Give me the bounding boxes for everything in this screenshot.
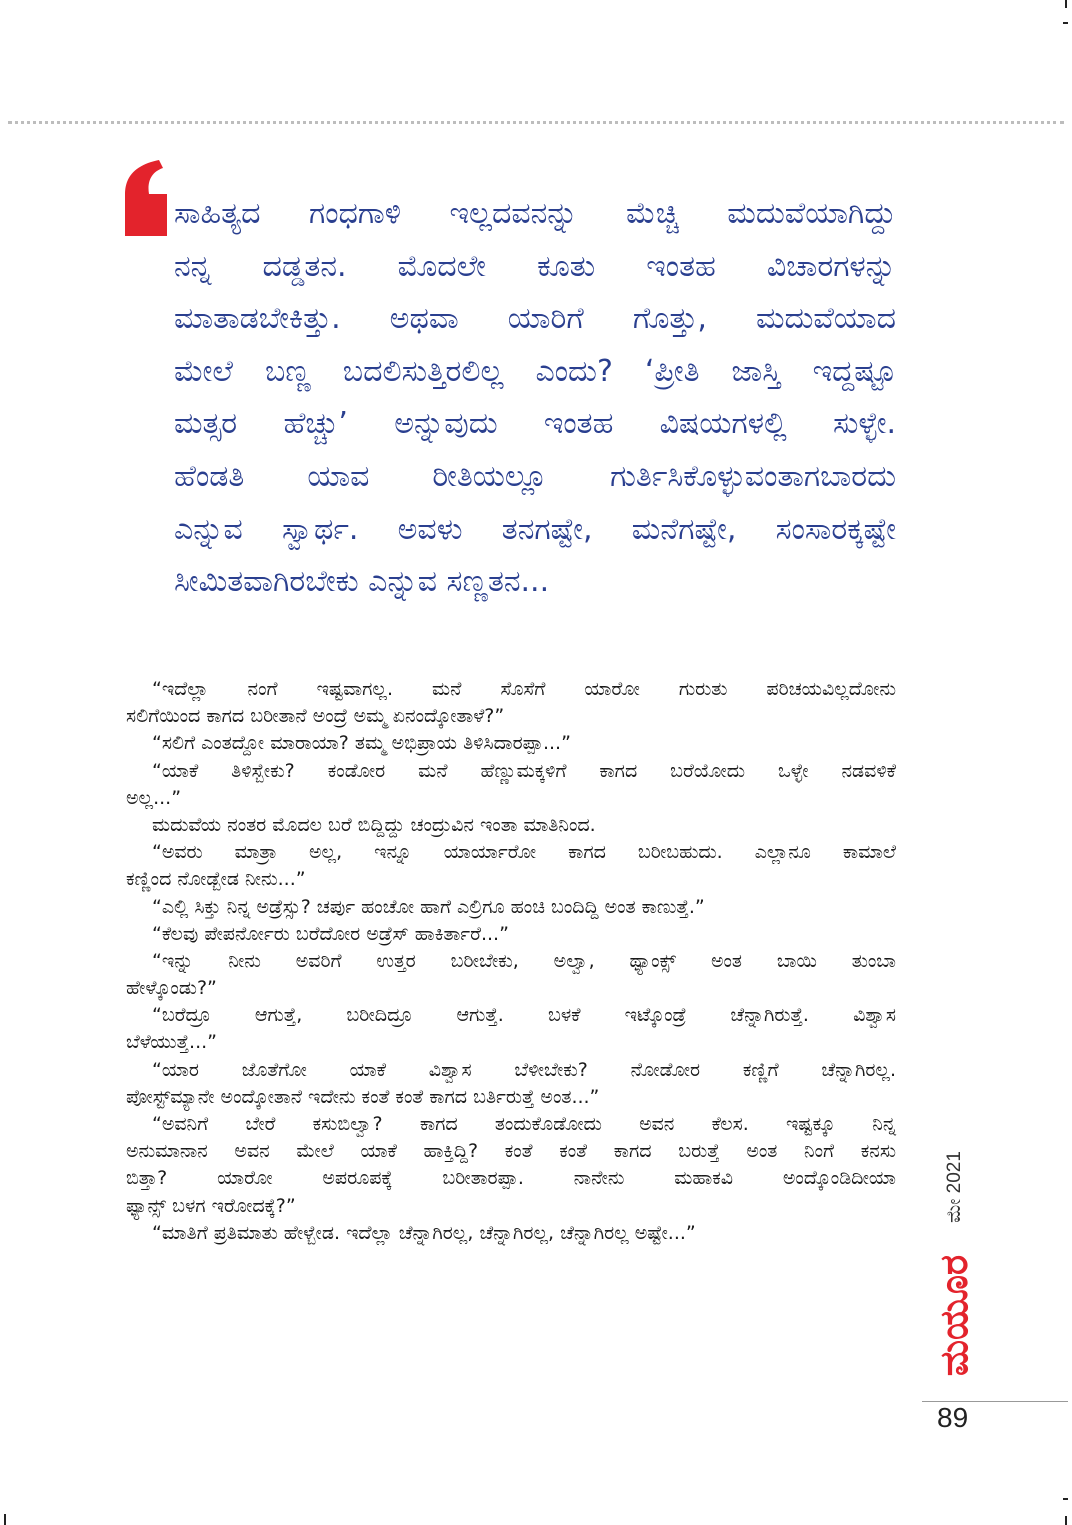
body-line: ಸಲಿಗೆಯಿಂದ ಕಾಗದ ಬರೀತಾನೆ ಅಂದ್ರೆ ಅಮ್ಮ ಏನಂದ್ಕೋತಾಳೆ?” — [126, 705, 505, 728]
body-line: ಬೆಳೆಯುತ್ತೆ...” — [126, 1031, 218, 1054]
pull-quote-line: ಮೇಲೆ ಬಣ್ಣ ಬದಲಿಸುತ್ತಿರಲಿಲ್ಲ ಎಂದು? ‘ಪ್ರೀತಿ ಜಾಸ್ತಿ ಇದ್ದಷ್ಟೂ — [174, 353, 896, 389]
body-line: ಫ್ಯಾನ್ಸ್ ಬಳಗ ಇರೋದಕ್ಕೆ?” — [126, 1194, 296, 1217]
crop-mark-bottom — [1065, 1516, 1067, 1525]
pull-quote-line: ನನ್ನ ದಡ್ಡತನ. ಮೊದಲೇ ಕೂತು ಇಂತಹ ವಿಚಾರಗಳನ್ನು — [174, 248, 896, 284]
body-line: “ಕೆಲವು ಪೇಪರ್ನೋರು ಬರೆದೋರ ಅಡ್ರೆಸ್ ಹಾಕಿರ್ತಾರೆ...” — [152, 922, 509, 945]
body-line: “ಅವನಿಗೆ ಬೇರೆ ಕಸುಬಿಲ್ವಾ? ಕಾಗದ ತಂದುಕೊಡೋದು ಅವನ ಕೆಲಸ. ಇಷ್ಟಕ್ಕೂ ನಿನ್ನ — [152, 1113, 896, 1135]
pull-quote-line: ಎನ್ನುವ ಸ್ವಾರ್ಥ. ಅವಳು ತನಗಷ್ಟೇ, ಮನೆಗಷ್ಟೇ, ಸಂಸಾರಕ್ಕಷ್ಟೇ — [174, 511, 896, 547]
body-line: “ಮಾತಿಗೆ ಪ್ರತಿಮಾತು ಹೇಳ್ಬೇಡ. ಇದೆಲ್ಲಾ ಚೆನ್ನಾಗಿರಲ್ಲ, ಚೆನ್ನಾಗಿರಲ್ಲ, ಚೆನ್ನಾಗಿರಲ್ಲ ಅಷ್ಟೇ...” — [152, 1221, 696, 1244]
body-line: ಕಣ್ಣಿಂದ ನೋಡ್ಬೇಡ ನೀನು...” — [126, 868, 306, 891]
body-line: ಪೋಸ್ಟ್‌ಮ್ಯಾನೇ ಅಂದ್ಕೋತಾನೆ ಇದೇನು ಕಂತೆ ಕಂತೆ ಕಾಗದ ಬರ್ತಿರುತ್ತೆ ಅಂತ...” — [126, 1085, 600, 1108]
body-line: ಅನುಮಾನಾನ ಅವನ ಮೇಲೆ ಯಾಕೆ ಹಾಕ್ತಿದ್ದಿ? ಕಂತೆ ಕಂತೆ ಕಾಗದ ಬರುತ್ತೆ ಅಂತ ನಿಂಗೆ ಕನಸು — [126, 1140, 896, 1163]
crop-mark-left-bottom — [4, 1514, 6, 1525]
body-line: “ಸಲಿಗೆ ಎಂತದ್ದೋ ಮಾರಾಯಾ? ತಮ್ಮ ಅಭಿಪ್ರಾಯ ತಿಳಿಸಿದಾರಪ್ಪಾ...” — [152, 732, 571, 755]
body-line: “ಬರೆದ್ರೂ ಆಗುತ್ತೆ, ಬರೀದಿದ್ರೂ ಆಗುತ್ತೆ. ಬಳಕೆ ಇಟ್ಕೊಂಡ್ರೆ ಚೆನ್ನಾಗಿರುತ್ತೆ. ವಿಶ್ವಾಸ — [152, 1004, 896, 1027]
body-line: ಮದುವೆಯ ನಂತರ ಮೊದಲ ಬರೆ ಬಿದ್ದಿದ್ದು ಚಂದ್ರುವಿನ ಇಂತಾ ಮಾತಿನಿಂದ. — [152, 813, 596, 836]
pull-quote-line: ಮಾತಾಡಬೇಕಿತ್ತು. ಅಥವಾ ಯಾರಿಗೆ ಗೊತ್ತು, ಮದುವೆಯಾದ — [174, 301, 896, 337]
pull-quote-line: ಸಾಹಿತ್ಯದ ಗಂಧಗಾಳಿ ಇಲ್ಲದವನನ್ನು ಮೆಚ್ಚಿ ಮದುವೆಯಾಗಿದ್ದು — [174, 196, 896, 231]
pull-quote — [174, 188, 896, 609]
opening-quote-icon — [125, 160, 167, 236]
body-line: “ಯಾಕೆ ತಿಳಿಸ್ಬೇಕು? ಕಂಡೋರ ಮನೆ ಹೆಣ್ಣುಮಕ್ಕಳಿಗೆ ಕಾಗದ ಬರೆಯೋದು ಒಳ್ಳೇ ನಡವಳಿಕೆ — [152, 759, 896, 782]
pull-quote-line: ಸೀಮಿತವಾಗಿರಬೇಕು ಎನ್ನುವ ಸಣ್ಣತನ... — [174, 564, 550, 600]
crop-mark-right-top — [1063, 22, 1068, 24]
body-line: ಬಿತ್ತಾ? ಯಾರೋ ಅಪರೂಪಕ್ಕೆ ಬರೀತಾರಪ್ಪಾ. ನಾನೇನು ಮಹಾಕವಿ ಅಂದ್ಕೊಂಡಿದೀಯಾ — [126, 1167, 896, 1190]
body-line: “ಎಲ್ಲಿ ಸಿಕ್ತು ನಿನ್ನ ಅಡ್ರೆಸ್ಸು? ಚರ್ಪು ಹಂಚೋ ಹಾಗೆ ಎಲ್ರಿಗೂ ಹಂಚಿ ಬಂದಿದ್ದಿ ಅಂತ ಕಾಣುತ್ತೆ.” — [152, 895, 705, 918]
issue-date-text: ಮೇ 2021 — [944, 1151, 966, 1223]
crop-mark-right-bottom — [1063, 1498, 1068, 1500]
body-line: ಹೇಳ್ಕೊಂಡು?” — [126, 977, 217, 1000]
body-line: “ಇನ್ನು ನೀನು ಅವರಿಗೆ ಉತ್ತರ ಬರೀಬೇಕು, ಅಲ್ವಾ, ಥ್ಯಾಂಕ್ಸ್ ಅಂತ ಬಾಯಿ ತುಂಬಾ — [152, 949, 896, 972]
magazine-logo-text: ಮಯೂರ — [932, 1254, 977, 1376]
pull-quote-line: ಮತ್ಸರ ಹೆಚ್ಚು’ ಅನ್ನುವುದು ಇಂತಹ ವಿಷಯಗಳಲ್ಲಿ ಸುಳ್ಳೇ. — [174, 406, 896, 442]
body-line: ಅಲ್ಲ...” — [126, 786, 182, 809]
dotted-separator — [8, 121, 1064, 124]
body-text — [126, 676, 896, 1247]
magazine-logo — [930, 1245, 980, 1385]
crop-mark-top — [1065, 0, 1067, 8]
body-line: “ಅವರು ಮಾತ್ರಾ ಅಲ್ಲ, ಇನ್ನೂ ಯಾರ್ಯಾರೋ ಕಾಗದ ಬರೀಬಹುದು. ಎಲ್ಲಾನೂ ಕಾಮಾಲೆ — [152, 841, 896, 864]
body-line: “ಇದೆಲ್ಲಾ ನಂಗೆ ಇಷ್ಟವಾಗಲ್ಲ. ಮನೆ ಸೊಸೆಗೆ ಯಾರೋ ಗುರುತು ಪರಿಚಯವಿಲ್ಲದೋನು — [152, 678, 896, 700]
issue-date — [937, 1132, 973, 1242]
pull-quote-line: ಹೆಂಡತಿ ಯಾವ ರೀತಿಯಲ್ಲೂ ಗುರ್ತಿಸಿಕೊಳ್ಳುವಂತಾಗಬಾರದು — [174, 458, 896, 494]
body-line: “ಯಾರ ಜೊತೆಗೋ ಯಾಕೆ ವಿಶ್ವಾಸ ಬೆಳೀಬೇಕು? ನೋಡೋರ ಕಣ್ಣಿಗೆ ಚೆನ್ನಾಗಿರಲ್ಲ. — [152, 1058, 896, 1081]
page-number: 89 — [937, 1402, 969, 1433]
